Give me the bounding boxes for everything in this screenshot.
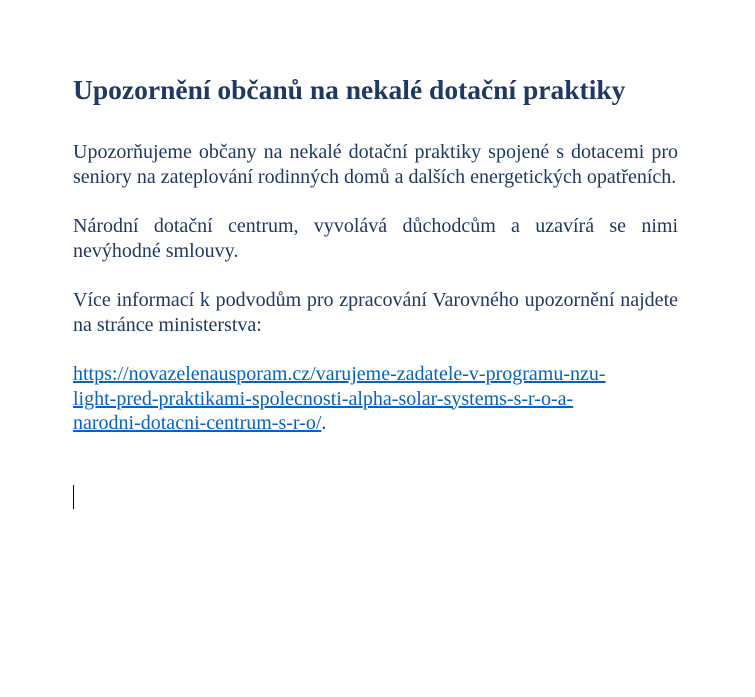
page-title: Upozornění občanů na nekalé dotační praktiky <box>73 74 626 105</box>
ministry-link-line-2[interactable]: light-pred-praktikami-spolecnosti-alpha-solar-systems-s-r-o-a- <box>73 387 574 410</box>
ministry-link[interactable] <box>73 363 606 434</box>
paragraph-more-info: Více informací k podvodům pro zpracování Varovného upozornění najdete na stránce ministerstva: <box>73 289 678 336</box>
document-page <box>73 70 678 436</box>
paragraph-national-center: Národní dotační centrum, vyvolává důchodcům a uzavírá se nimi nevýhodné smlouvy. <box>73 215 678 262</box>
link-trailing-period: . <box>321 412 327 434</box>
ministry-link-line-1[interactable]: https://novazelenausporam.cz/varujeme-zadatele-v-programu-nzu- <box>73 363 606 385</box>
ministry-link-line-3[interactable]: narodni-dotacni-centrum-s-r-o/ <box>73 412 322 434</box>
link-paragraph <box>73 362 678 436</box>
text-cursor <box>73 485 74 509</box>
paragraph-warning: Upozorňujeme občany na nekalé dotační praktiky spojené s dotacemi pro seniory na zateplování rodinných domů a dalších energetických opatřeních. <box>73 141 678 188</box>
